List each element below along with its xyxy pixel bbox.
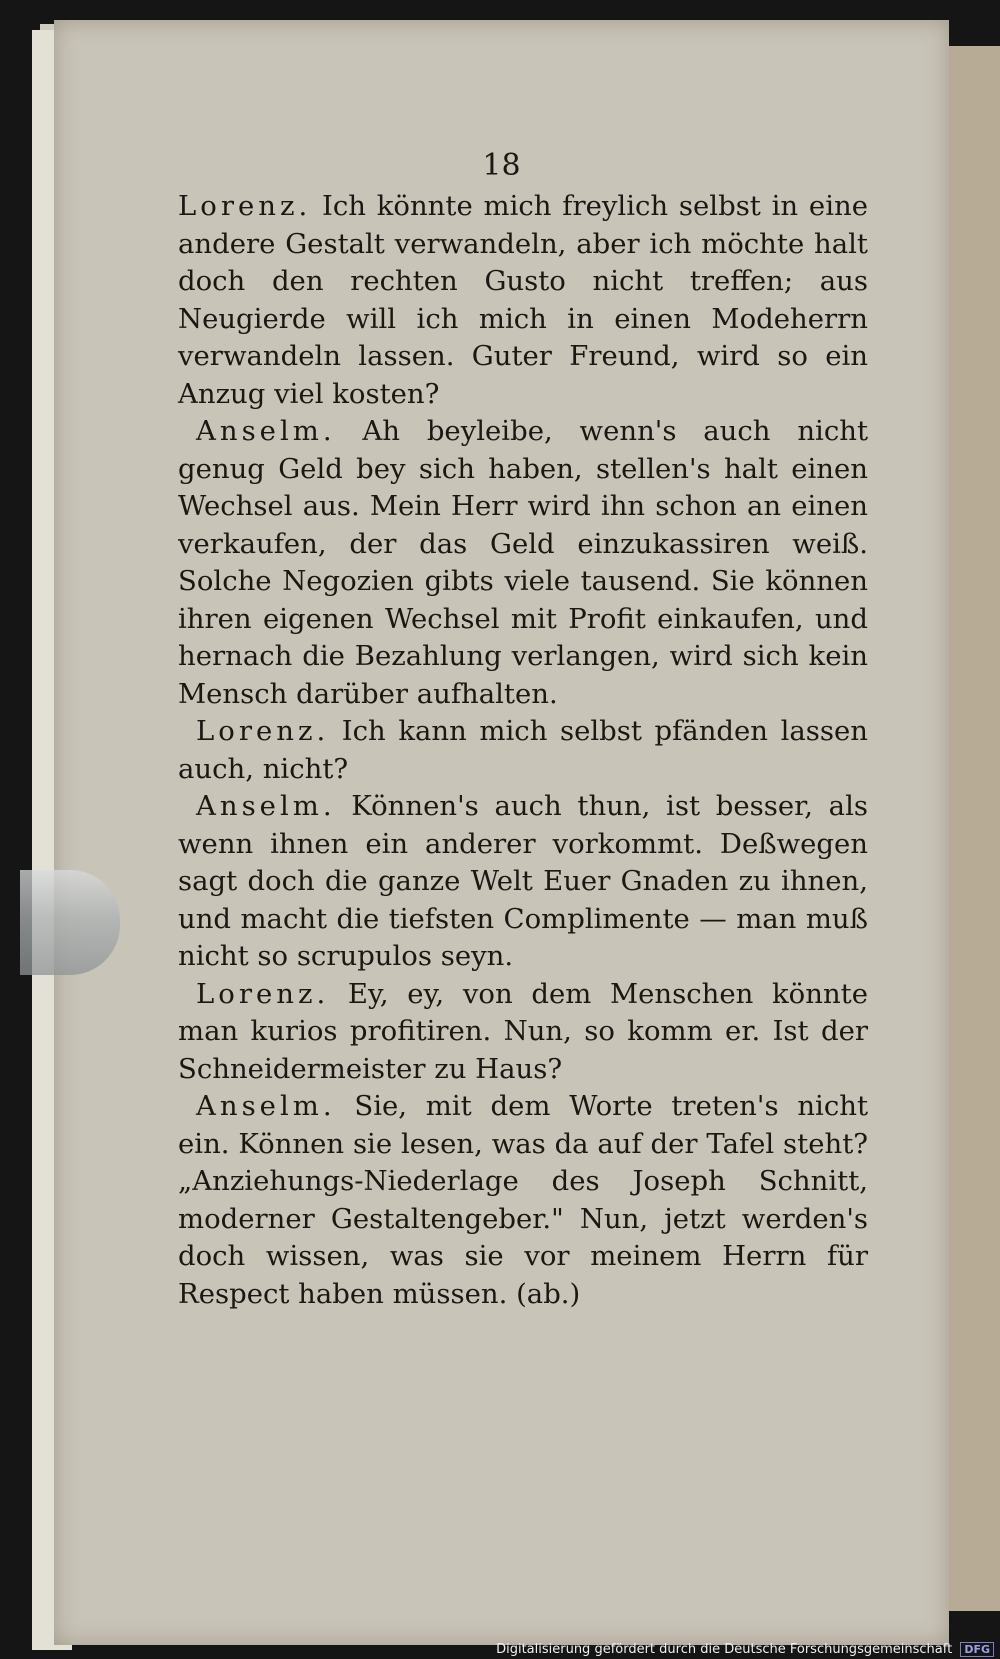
dialogue-text: Ich kann mich selbst pfänden lassen auch, nicht? — [178, 715, 868, 785]
speaker-name: Lorenz. — [196, 715, 330, 747]
dialogue-paragraph — [178, 976, 868, 1089]
dialogue-text: Können's auch thun, ist besser, als wenn ihnen ein anderer vorkommt. Deßwegen sagt doch die ganze Welt Euer Gnaden zu ihnen, und macht die tiefsten Complimente — man muß nicht so scrupulos seyn. — [178, 790, 868, 972]
page-number: 18 — [482, 148, 521, 183]
speaker-name: Anselm. — [196, 790, 336, 822]
dialogue-paragraph — [178, 1088, 868, 1313]
dialogue-text: Ey, ey, von dem Menschen könnte man kurios profitiren. Nun, so komm er. Ist der Schneidermeister zu Haus? — [178, 977, 868, 1085]
dialogue-paragraph — [178, 188, 868, 413]
adjacent-page-edge — [948, 46, 1000, 1611]
digitization-credit — [496, 1642, 994, 1657]
speaker-name: Anselm. — [196, 1090, 336, 1122]
dialogue-paragraph — [178, 713, 868, 788]
page-text — [178, 188, 868, 1313]
dialogue-text: Ah beyleibe, wenn's auch nicht genug Geld bey sich haben, stellen's halt einen Wechsel aus. Mein Herr wird ihn schon an einen verkaufen, der das Geld einzukassiren weiß. Solche Negozien gibts viele tausend. Sie können ihren eigenen Wechsel mit Profit einkaufen, und hernach die Bezahlung verlangen, wird sich kein Mensch darüber aufhalten. — [178, 415, 869, 710]
speaker-name: Lorenz. — [178, 190, 312, 222]
dialogue-text: Sie, mit dem Worte treten's nicht ein. Können sie lesen, was da auf der Tafel steht? „Anziehungs-Niederlage des Joseph Schnitt, moderner Gestaltengeber." Nun, jetzt werden's doch wissen, was sie vor meinem Herrn für Respect haben müssen. (ab.) — [178, 1090, 869, 1310]
dialogue-paragraph — [178, 788, 868, 976]
dfg-logo: DFG — [960, 1642, 994, 1657]
credit-text: Digitalisierung gefördert durch die Deutsche Forschungsgemeinschaft — [496, 1642, 953, 1657]
speaker-name: Anselm. — [196, 415, 336, 447]
page-clip — [20, 870, 120, 975]
dialogue-text: Ich könnte mich freylich selbst in eine andere Gestalt verwandeln, aber ich möchte halt doch den rechten Gusto nicht treffen; aus Neugierde will ich mich in einen Modeherrn verwandeln lassen. Guter Freund, wird so ein Anzug viel kosten? — [178, 190, 868, 410]
speaker-name: Lorenz. — [196, 977, 330, 1010]
dialogue-paragraph — [178, 413, 868, 713]
